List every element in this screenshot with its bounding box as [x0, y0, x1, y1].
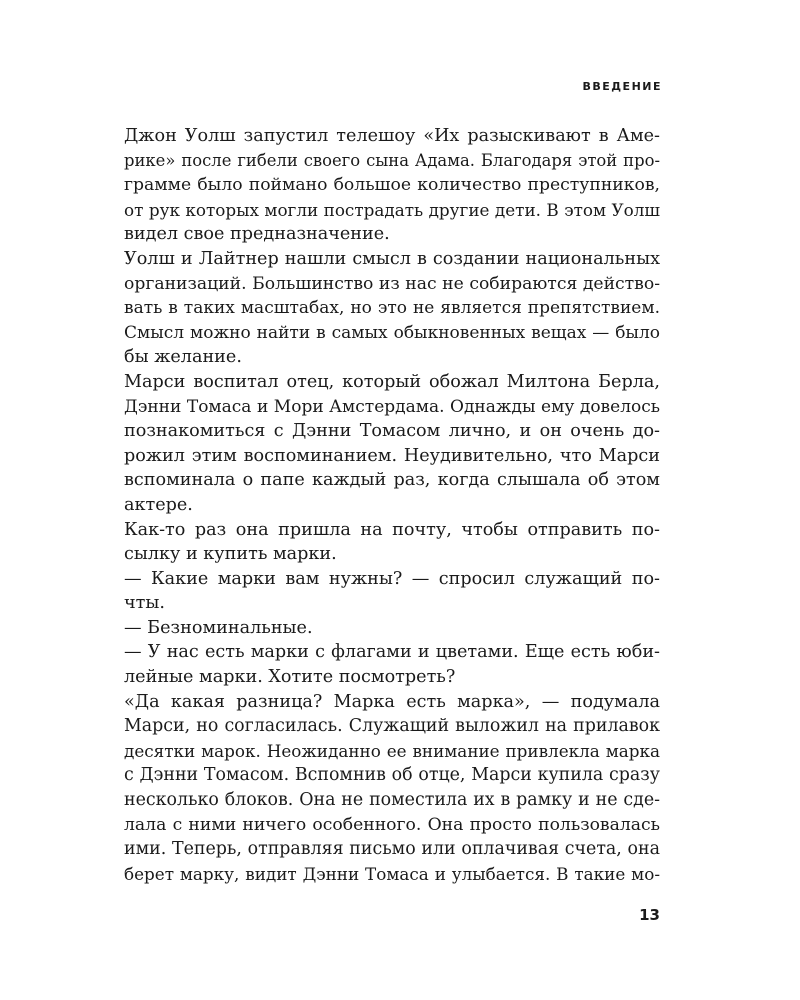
text-line: берет марку, видит Дэнни Томаса и улыбается. В такие мо- — [124, 863, 660, 884]
text-line: видел свое предназначение. — [124, 224, 390, 245]
body-text — [124, 124, 660, 886]
text-line: «Да какая разница? Марка есть марка», — подумала — [124, 691, 660, 712]
text-line: Уолш и Лайтнер нашли смысл в создании национальных — [124, 248, 660, 269]
text-line: лейные марки. Хотите посмотреть? — [124, 667, 456, 688]
text-line: Как-то раз она пришла на почту, чтобы отправить по- — [124, 519, 660, 540]
page-number: 13 — [639, 906, 660, 924]
text-line: вспоминала о папе каждый раз, когда слышала об этом — [124, 470, 660, 491]
text-line: рожил этим воспоминанием. Неудивительно, что Марси — [124, 445, 660, 466]
text-line: познакомиться с Дэнни Томасом лично, и он очень до- — [124, 421, 660, 442]
text-line: Дэнни Томаса и Мори Амстердама. Однажды ему довелось — [124, 396, 660, 417]
text-line: ими. Теперь, отправляя письмо или оплачивая счета, она — [124, 839, 660, 860]
text-line: — Безноминальные. — [124, 617, 313, 638]
text-line: сылку и купить марки. — [124, 544, 337, 565]
text-line: десятки марок. Неожиданно ее внимание привлекла марка — [124, 740, 660, 761]
text-line: грамме было поймано большое количество преступников, — [124, 175, 660, 196]
text-line: рике» после гибели своего сына Адама. Благодаря этой про- — [124, 150, 660, 170]
text-line: актере. — [124, 494, 193, 515]
text-line: несколько блоков. Она не поместила их в рамку и не сде- — [124, 790, 660, 811]
text-line: — Какие марки вам нужны? — спросил служащий по- — [124, 568, 660, 589]
text-line: от рук которых могли пострадать другие дети. В этом Уолш — [124, 199, 660, 220]
text-line: Смысл можно найти в самых обыкновенных вещах — было — [124, 322, 660, 343]
text-line: Марси, но согласилась. Служащий выложил на прилавок — [124, 716, 660, 737]
text-line: — У нас есть марки с флагами и цветами. Еще есть юби- — [124, 642, 660, 663]
text-line: организаций. Большинство из нас не собираются действо- — [124, 273, 660, 294]
text-line: вать в таких масштабах, но это не является препятствием. — [124, 298, 660, 319]
text-line: с Дэнни Томасом. Вспомнив об отце, Марси купила сразу — [124, 765, 660, 786]
text-line: лала с ними ничего особенного. Она просто пользовалась — [124, 814, 660, 835]
text-line: бы желание. — [124, 347, 242, 368]
running-header: ВВЕДЕНИЕ — [582, 80, 662, 93]
text-line: чты. — [124, 593, 165, 614]
text-line: Марси воспитал отец, который обожал Милтона Берла, — [124, 371, 660, 392]
text-line: Джон Уолш запустил телешоу «Их разыскивают в Аме- — [124, 126, 660, 146]
